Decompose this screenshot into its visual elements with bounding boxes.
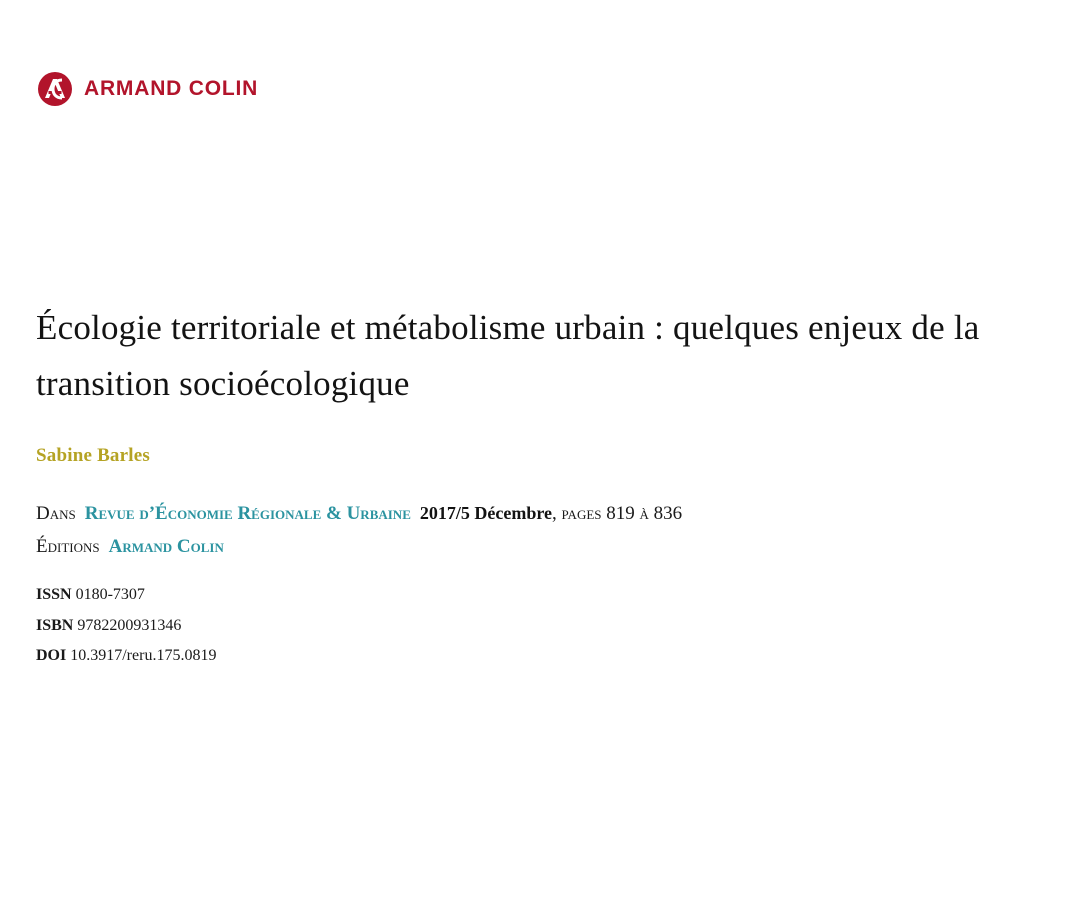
journal-pages: , pages 819 à 836	[552, 503, 683, 524]
identifiers-block	[36, 580, 216, 672]
journal-issue: 2017/5 Décembre	[419, 503, 553, 523]
identifier-row	[36, 580, 216, 611]
article-author: Sabine Barles	[36, 445, 150, 466]
isbn-value: 9782200931346	[77, 616, 182, 634]
publisher-name: ARMAND COLIN	[84, 77, 259, 100]
isbn-label: ISBN	[36, 616, 74, 634]
journal-name[interactable]: Revue d’Économie Régionale & Urbaine	[84, 503, 411, 524]
issn-value: 0180-7307	[75, 586, 145, 603]
citation-block	[36, 498, 996, 563]
editions-label: Éditions	[36, 535, 100, 557]
identifier-row	[36, 641, 216, 672]
citation-in-label: Dans	[36, 503, 76, 524]
armand-colin-monogram-icon	[36, 70, 74, 108]
publisher-logo	[36, 70, 258, 108]
issn-label: ISSN	[36, 586, 72, 603]
doi-label: DOI	[36, 647, 67, 665]
editions-value[interactable]: Armand Colin	[108, 535, 224, 557]
doi-value[interactable]: 10.3917/reru.175.0819	[70, 647, 217, 665]
page-title: Écologie territoriale et métabolisme urbain : quelques enjeux de la transition socioécologique	[36, 308, 980, 403]
identifier-row	[36, 611, 216, 642]
